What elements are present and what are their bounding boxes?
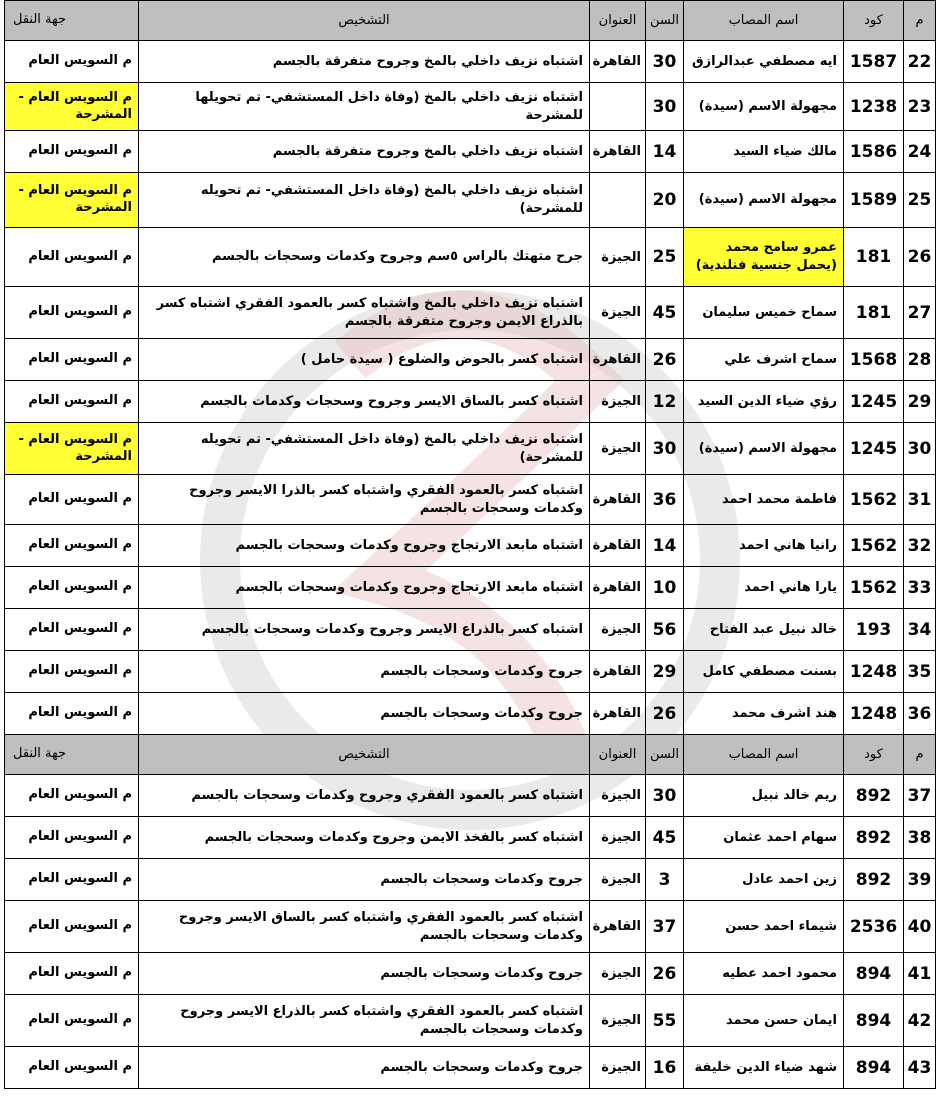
diagnosis-cell: اشتباه كسر بالحوض والضلوع ( سيدة حامل ) [139, 339, 590, 381]
age-cell: 3 [646, 859, 684, 901]
num-cell: 35 [904, 651, 936, 693]
table-header-row [5, 735, 936, 775]
header-address: العنوان [590, 735, 646, 775]
code-cell: 1586 [844, 131, 904, 173]
age-cell: 26 [646, 953, 684, 995]
name-cell: ايمان حسن محمد [684, 995, 844, 1047]
num-cell: 31 [904, 475, 936, 525]
num-cell: 34 [904, 609, 936, 651]
code-cell: 1238 [844, 83, 904, 131]
header-age: السن [646, 735, 684, 775]
diagnosis-cell: اشتباه كسر بالساق الايسر وجروح وسحجات وكدمات بالجسم [139, 381, 590, 423]
address-cell [590, 83, 646, 131]
casualty-table [4, 0, 936, 1089]
code-cell: 181 [844, 228, 904, 287]
age-cell: 10 [646, 567, 684, 609]
table-row [5, 775, 936, 817]
address-cell: الجيزة [590, 953, 646, 995]
diagnosis-cell: اشتباه نزيف داخلي بالمخ واشتباه كسر بالعمود الفقري اشتباه كسر بالذراع الايمن وجروح متفرقة بالجسم [139, 287, 590, 339]
code-cell: 1568 [844, 339, 904, 381]
name-cell: فاطمة محمد احمد [684, 475, 844, 525]
name-cell: سماح خميس سليمان [684, 287, 844, 339]
address-cell [590, 173, 646, 228]
num-cell: 24 [904, 131, 936, 173]
diagnosis-cell: جرح متهتك بالراس ٥سم وجروح وكدمات وسحجات بالجسم [139, 228, 590, 287]
address-cell: القاهرة [590, 525, 646, 567]
header-diagnosis: التشخيص [139, 735, 590, 775]
name-cell: ريم خالد نبيل [684, 775, 844, 817]
diagnosis-cell: اشتباه مابعد الارتجاج وجروح وكدمات وسحجات بالجسم [139, 525, 590, 567]
destination-cell: م السويس العام [5, 775, 139, 817]
num-cell: 42 [904, 995, 936, 1047]
table-row [5, 41, 936, 83]
diagnosis-cell: اشتباه نزيف داخلي بالمخ (وفاة داخل المستشفي- تم تحويلها للمشرحة [139, 83, 590, 131]
num-cell: 41 [904, 953, 936, 995]
table-row [5, 173, 936, 228]
code-cell: 894 [844, 1047, 904, 1089]
age-cell: 29 [646, 651, 684, 693]
age-cell: 45 [646, 817, 684, 859]
address-cell: القاهرة [590, 339, 646, 381]
name-cell: رانيا هاني احمد [684, 525, 844, 567]
address-cell: القاهرة [590, 475, 646, 525]
address-cell: الجيزة [590, 287, 646, 339]
address-cell: القاهرة [590, 651, 646, 693]
diagnosis-cell: جروح وكدمات وسحجات بالجسم [139, 693, 590, 735]
diagnosis-cell: اشتباه نزيف داخلي بالمخ وجروح متفرقة بالجسم [139, 41, 590, 83]
code-cell: 1587 [844, 41, 904, 83]
num-cell: 28 [904, 339, 936, 381]
destination-cell: م السويس العام [5, 1047, 139, 1089]
table-row [5, 817, 936, 859]
name-cell: ايه مصطفي عبدالرازق [684, 41, 844, 83]
diagnosis-cell: جروح وكدمات وسحجات بالجسم [139, 651, 590, 693]
num-cell: 27 [904, 287, 936, 339]
address-cell: الجيزة [590, 381, 646, 423]
num-cell: 40 [904, 901, 936, 953]
diagnosis-cell: اشتباه كسر بالعمود الفقري واشتباه كسر بالذراع الايسر وجروح وكدمات وسحجات بالجسم [139, 995, 590, 1047]
num-cell: 32 [904, 525, 936, 567]
code-cell: 1562 [844, 525, 904, 567]
destination-cell: م السويس العام [5, 381, 139, 423]
table-row [5, 651, 936, 693]
name-cell: مجهولة الاسم (سيدة) [684, 83, 844, 131]
code-cell: 1245 [844, 381, 904, 423]
destination-cell: م السويس العام [5, 609, 139, 651]
header-name: اسم المصاب [684, 1, 844, 41]
destination-cell: م السويس العام [5, 525, 139, 567]
table-row [5, 339, 936, 381]
header-diagnosis: التشخيص [139, 1, 590, 41]
age-cell: 20 [646, 173, 684, 228]
code-cell: 2536 [844, 901, 904, 953]
diagnosis-cell: جروح وكدمات وسحجات بالجسم [139, 953, 590, 995]
header-address: العنوان [590, 1, 646, 41]
num-cell: 37 [904, 775, 936, 817]
num-cell: 29 [904, 381, 936, 423]
diagnosis-cell: اشتباه نزيف داخلي بالمخ (وفاة داخل المستشفي- تم تحويله للمشرحة) [139, 423, 590, 475]
table-row [5, 859, 936, 901]
table-row [5, 567, 936, 609]
table-row [5, 287, 936, 339]
destination-cell: م السويس العام [5, 475, 139, 525]
destination-cell: م السويس العام [5, 953, 139, 995]
name-cell: هند اشرف محمد [684, 693, 844, 735]
header-num: م [904, 735, 936, 775]
table-row [5, 228, 936, 287]
address-cell: القاهرة [590, 567, 646, 609]
address-cell: الجيزة [590, 859, 646, 901]
age-cell: 12 [646, 381, 684, 423]
destination-cell: م السويس العام [5, 41, 139, 83]
name-cell: يارا هاني احمد [684, 567, 844, 609]
name-cell: سماح اشرف علي [684, 339, 844, 381]
diagnosis-cell: اشتباه نزيف داخلي بالمخ وجروح متفرقة بالجسم [139, 131, 590, 173]
table-row [5, 83, 936, 131]
age-cell: 30 [646, 83, 684, 131]
name-cell: مجهولة الاسم (سيدة) [684, 423, 844, 475]
destination-cell: م السويس العام [5, 901, 139, 953]
name-cell: مالك ضياء السيد [684, 131, 844, 173]
name-cell: سهام احمد عثمان [684, 817, 844, 859]
diagnosis-cell: اشتباه كسر بالذراع الايسر وجروح وكدمات وسحجات بالجسم [139, 609, 590, 651]
destination-cell: م السويس العام - المشرحة [5, 83, 139, 131]
name-cell: شهد ضياء الدين خليفة [684, 1047, 844, 1089]
header-code: كود [844, 735, 904, 775]
table-row [5, 953, 936, 995]
table-row [5, 693, 936, 735]
num-cell: 38 [904, 817, 936, 859]
address-cell: الجيزة [590, 609, 646, 651]
num-cell: 30 [904, 423, 936, 475]
address-cell: الجيزة [590, 817, 646, 859]
name-cell: مجهولة الاسم (سيدة) [684, 173, 844, 228]
destination-cell: م السويس العام [5, 859, 139, 901]
header-name: اسم المصاب [684, 735, 844, 775]
code-cell: 1248 [844, 693, 904, 735]
address-cell: الجيزة [590, 995, 646, 1047]
age-cell: 30 [646, 41, 684, 83]
age-cell: 30 [646, 423, 684, 475]
diagnosis-cell: اشتباه نزيف داخلي بالمخ (وفاة داخل المستشفي- تم تحويله للمشرحة) [139, 173, 590, 228]
table-header-row [5, 1, 936, 41]
destination-cell: م السويس العام [5, 339, 139, 381]
address-cell: القاهرة [590, 901, 646, 953]
num-cell: 26 [904, 228, 936, 287]
age-cell: 14 [646, 131, 684, 173]
address-cell: الجيزة [590, 228, 646, 287]
num-cell: 22 [904, 41, 936, 83]
num-cell: 43 [904, 1047, 936, 1089]
code-cell: 894 [844, 953, 904, 995]
destination-cell: م السويس العام [5, 131, 139, 173]
name-cell: زين احمد عادل [684, 859, 844, 901]
header-code: كود [844, 1, 904, 41]
name-cell: شيماء احمد حسن [684, 901, 844, 953]
code-cell: 1245 [844, 423, 904, 475]
age-cell: 26 [646, 693, 684, 735]
name-cell: بسنت مصطفي كامل [684, 651, 844, 693]
address-cell: الجيزة [590, 1047, 646, 1089]
address-cell: القاهرة [590, 131, 646, 173]
name-cell: رؤي ضياء الدين السيد [684, 381, 844, 423]
destination-cell: م السويس العام [5, 817, 139, 859]
destination-cell: م السويس العام [5, 651, 139, 693]
age-cell: 45 [646, 287, 684, 339]
destination-cell: م السويس العام - المشرحة [5, 423, 139, 475]
header-destination: جهة النقل [5, 735, 139, 775]
code-cell: 892 [844, 817, 904, 859]
table-row [5, 609, 936, 651]
destination-cell: م السويس العام [5, 995, 139, 1047]
num-cell: 25 [904, 173, 936, 228]
age-cell: 26 [646, 339, 684, 381]
destination-cell: م السويس العام [5, 567, 139, 609]
num-cell: 23 [904, 83, 936, 131]
code-cell: 892 [844, 859, 904, 901]
address-cell: الجيزة [590, 775, 646, 817]
address-cell: الجيزة [590, 423, 646, 475]
header-num: م [904, 1, 936, 41]
code-cell: 892 [844, 775, 904, 817]
age-cell: 25 [646, 228, 684, 287]
table-row [5, 475, 936, 525]
destination-cell: م السويس العام [5, 693, 139, 735]
diagnosis-cell: جروح وكدمات وسحجات بالجسم [139, 1047, 590, 1089]
table-row [5, 525, 936, 567]
name-cell: عمرو سامح محمد (يحمل جنسية فنلندية) [684, 228, 844, 287]
age-cell: 37 [646, 901, 684, 953]
age-cell: 16 [646, 1047, 684, 1089]
num-cell: 33 [904, 567, 936, 609]
code-cell: 1562 [844, 475, 904, 525]
address-cell: القاهرة [590, 41, 646, 83]
code-cell: 1562 [844, 567, 904, 609]
destination-cell: م السويس العام [5, 228, 139, 287]
diagnosis-cell: اشتباه كسر بالفخذ الايمن وجروح وكدمات وسحجات بالجسم [139, 817, 590, 859]
address-cell: القاهرة [590, 693, 646, 735]
code-cell: 1589 [844, 173, 904, 228]
header-destination: جهة النقل [5, 1, 139, 41]
destination-cell: م السويس العام [5, 287, 139, 339]
age-cell: 36 [646, 475, 684, 525]
header-age: السن [646, 1, 684, 41]
name-cell: محمود احمد عطيه [684, 953, 844, 995]
table-row [5, 1047, 936, 1089]
code-cell: 1248 [844, 651, 904, 693]
diagnosis-cell: اشتباه مابعد الارتجاج وجروح وكدمات وسحجات بالجسم [139, 567, 590, 609]
destination-cell: م السويس العام - المشرحة [5, 173, 139, 228]
diagnosis-cell: جروح وكدمات وسحجات بالجسم [139, 859, 590, 901]
table-row [5, 901, 936, 953]
num-cell: 39 [904, 859, 936, 901]
table-row [5, 995, 936, 1047]
age-cell: 56 [646, 609, 684, 651]
table-row [5, 131, 936, 173]
diagnosis-cell: اشتباه كسر بالعمود الفقري واشتباه كسر بالذرا الايسر وجروح وكدمات وسحجات بالجسم [139, 475, 590, 525]
code-cell: 193 [844, 609, 904, 651]
code-cell: 181 [844, 287, 904, 339]
age-cell: 55 [646, 995, 684, 1047]
age-cell: 30 [646, 775, 684, 817]
diagnosis-cell: اشتباه كسر بالعمود الفقري واشتباه كسر بالساق الايسر وجروح وكدمات وسحجات بالجسم [139, 901, 590, 953]
age-cell: 14 [646, 525, 684, 567]
name-cell: خالد نبيل عبد الفتاح [684, 609, 844, 651]
table-row [5, 381, 936, 423]
diagnosis-cell: اشتباه كسر بالعمود الفقري وجروح وكدمات وسحجات بالجسم [139, 775, 590, 817]
num-cell: 36 [904, 693, 936, 735]
table-row [5, 423, 936, 475]
code-cell: 894 [844, 995, 904, 1047]
